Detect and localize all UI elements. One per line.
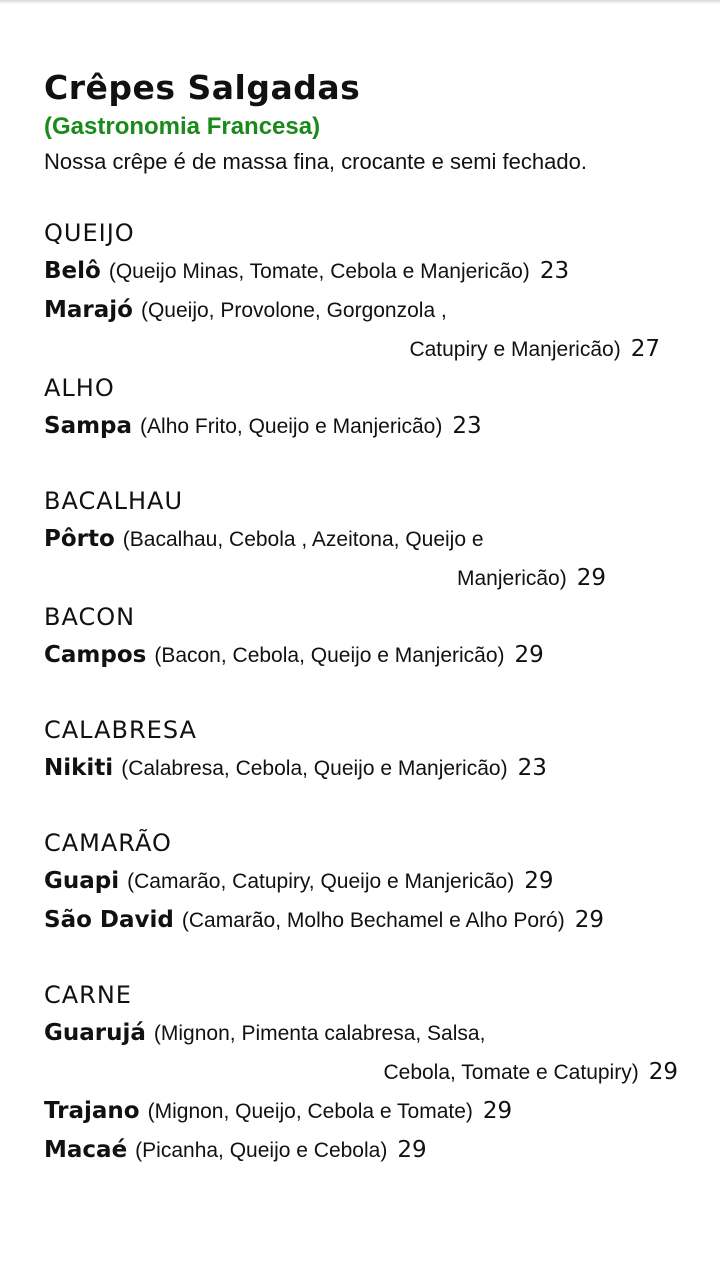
item-name: Marajó <box>44 297 133 323</box>
intro-text: Nossa crêpe é de massa fina, crocante e semi fechado. <box>44 149 587 174</box>
item-description: (Camarão, Catupiry, Queijo e Manjericão) <box>127 870 515 893</box>
item-price: 29 <box>576 565 606 591</box>
category-queijo: QUEIJO <box>44 219 135 247</box>
item-name: Guapi <box>44 868 120 894</box>
item-price: 27 <box>630 336 660 362</box>
item-name: Pôrto <box>44 526 115 552</box>
item-name: Macaé <box>44 1137 128 1163</box>
item-price: 29 <box>648 1059 678 1085</box>
item-description-continued <box>44 559 694 598</box>
item-price: 29 <box>397 1137 427 1163</box>
category-camarao: CAMARÃO <box>44 829 172 857</box>
item-description-cont-text: Manjericão) <box>457 567 567 590</box>
page-subtitle: (Gastronomia Francesa) <box>44 113 321 140</box>
item-description: (Picanha, Queijo e Cebola) <box>135 1139 388 1162</box>
item-description-cont-text: Cebola, Tomate e Catupiry) <box>383 1061 639 1084</box>
item-description-continued <box>44 1053 694 1092</box>
menu-item-guaruja <box>44 1014 694 1092</box>
item-description: (Queijo Minas, Tomate, Cebola e Manjericão) <box>108 260 530 283</box>
category-bacalhau: BACALHAU <box>44 487 184 515</box>
item-name: Guarujá <box>44 1020 146 1046</box>
item-description-cont-text: Catupiry e Manjericão) <box>409 338 621 361</box>
item-name: Trajano <box>44 1098 140 1124</box>
menu-item-belo <box>44 252 694 291</box>
category-alho: ALHO <box>44 374 115 402</box>
menu-item-campos <box>44 636 694 675</box>
item-price: 23 <box>452 413 482 439</box>
item-name: Nikiti <box>44 755 114 781</box>
item-description: (Mignon, Pimenta calabresa, Salsa, <box>153 1022 486 1045</box>
category-calabresa: CALABRESA <box>44 716 197 744</box>
item-description: (Bacalhau, Cebola , Azeitona, Queijo e <box>122 528 484 551</box>
item-price: 29 <box>524 868 554 894</box>
menu-item-porto <box>44 520 694 598</box>
item-description: (Alho Frito, Queijo e Manjericão) <box>140 415 443 438</box>
item-description: (Camarão, Molho Bechamel e Alho Poró) <box>181 909 565 932</box>
page-title: Crêpes Salgadas <box>44 68 361 107</box>
menu-item-nikiti <box>44 749 694 788</box>
item-price: 29 <box>574 907 604 933</box>
item-price: 29 <box>482 1098 513 1124</box>
item-name: Belô <box>44 258 101 284</box>
category-bacon: BACON <box>44 603 136 631</box>
menu-page <box>44 66 694 1170</box>
item-price: 23 <box>539 258 570 284</box>
item-description-continued <box>44 330 694 369</box>
menu-item-guapi <box>44 862 694 901</box>
item-description: (Calabresa, Cebola, Queijo e Manjericão) <box>121 757 508 780</box>
category-carne: CARNE <box>44 981 132 1009</box>
item-name: São David <box>44 907 174 933</box>
menu-item-trajano <box>44 1092 694 1131</box>
item-description: (Queijo, Provolone, Gorgonzola , <box>140 299 447 322</box>
menu-item-sampa <box>44 407 694 446</box>
menu-item-macae <box>44 1131 694 1170</box>
item-description: (Bacon, Cebola, Queijo e Manjericão) <box>154 644 505 667</box>
menu-item-marajo <box>44 291 694 369</box>
item-name: Sampa <box>44 413 133 439</box>
top-shadow <box>0 0 720 4</box>
item-price: 29 <box>514 642 544 668</box>
item-description: (Mignon, Queijo, Cebola e Tomate) <box>147 1100 473 1123</box>
item-price: 23 <box>517 755 547 781</box>
item-name: Campos <box>44 642 147 668</box>
menu-item-sao-david <box>44 901 694 940</box>
